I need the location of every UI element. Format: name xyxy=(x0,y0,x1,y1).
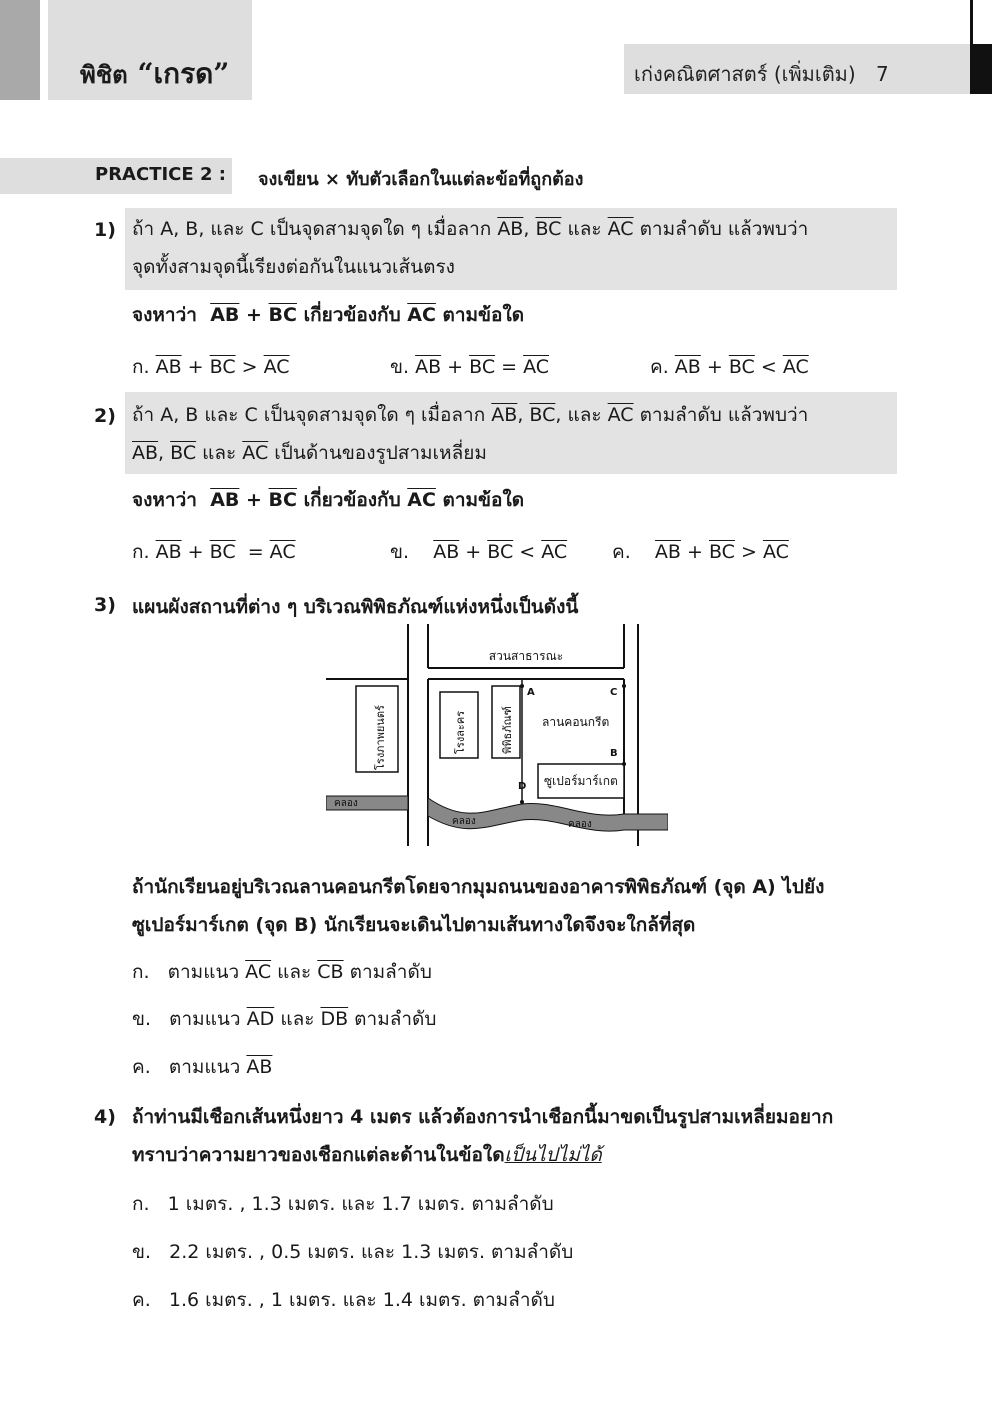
point-b-label: B xyxy=(610,748,618,759)
q3-option-a-s1: $\overline{AC}$ xyxy=(245,961,272,983)
q2-ask-plus: + xyxy=(239,489,269,511)
q2-line1 xyxy=(132,396,897,434)
q2-line2-ab: $\overline{AB}$ xyxy=(132,442,159,464)
q3-option-b-s2: $\overline{DB}$ xyxy=(320,1008,349,1030)
q2-sep2: , และ xyxy=(555,404,608,426)
q2-option-a-ac: $\overline{AC}$ xyxy=(269,541,296,563)
q2-ask-prefix: จงหาว่า xyxy=(132,489,197,511)
q3-option-b-pre: ตามแนว xyxy=(169,1008,247,1030)
q4-option-a[interactable] xyxy=(132,1189,554,1219)
q4-line2-emphasis: เป็นไปไม่ได้ xyxy=(504,1144,602,1166)
q1-ask-prefix: จงหาว่า xyxy=(132,304,197,326)
q1-ask-suffix: ตามข้อใด xyxy=(435,304,525,326)
q1-option-c[interactable] xyxy=(650,352,809,382)
q2-line2-and: และ xyxy=(196,442,243,464)
q1-option-a-label: ก. xyxy=(132,356,150,378)
q2-number: 2) xyxy=(94,405,116,427)
q2-seg-bc: $\overline{BC}$ xyxy=(529,404,556,426)
q1-option-a-bc: $\overline{BC}$ xyxy=(209,356,236,378)
q2-sep1: , xyxy=(517,404,530,426)
q2-option-b-label: ข. xyxy=(390,541,410,563)
q3-body xyxy=(132,868,824,944)
practice-label: PRACTICE 2 : xyxy=(95,164,226,185)
point-a-label: A xyxy=(527,687,535,698)
q1-number: 1) xyxy=(94,219,116,241)
q1-line1 xyxy=(132,210,897,248)
q2-option-b-ab: $\overline{AB}$ xyxy=(433,541,460,563)
canal-label-2: คลอง xyxy=(452,816,476,827)
q3-option-a-pre: ตามแนว xyxy=(167,961,246,983)
q3-option-a-label: ก. xyxy=(132,961,150,983)
q4-option-b-label: ข. xyxy=(132,1241,152,1263)
q2-line2-b: เป็นด้านของรูปสามเหลี่ยม xyxy=(268,442,487,464)
point-d-label: D xyxy=(518,781,527,792)
q2-ask-suffix: ตามข้อใด xyxy=(435,489,525,511)
q3-number: 3) xyxy=(94,594,116,616)
q1-ask-ab: $\overline{AB}$ xyxy=(210,304,240,326)
q2-option-a-label: ก. xyxy=(132,541,150,563)
point-c-dot xyxy=(622,684,626,688)
q3-body-line2: ซูเปอร์มาร์เกต (จุด B) นักเรียนจะเดินไปตามเส้นทางใดจึงจะใกล้ที่สุด xyxy=(132,914,696,936)
plaza-label: ลานคอนกรีต xyxy=(542,715,610,729)
q3-option-c-s1: $\overline{AB}$ xyxy=(246,1056,273,1078)
q1-option-c-bc: $\overline{BC}$ xyxy=(728,356,755,378)
point-b-dot xyxy=(622,762,626,766)
q2-option-c[interactable] xyxy=(612,537,789,567)
q1-sep: , xyxy=(523,218,536,240)
museum-label: พิพิธภัณฑ์ xyxy=(501,706,514,754)
page-number: 7 xyxy=(876,62,889,86)
q4-line1: ถ้าท่านมีเชือกเส้นหนึ่งยาว 4 เมตร แล้วต้องการนำเชือกนี้มาขดเป็นรูปสามเหลี่ยมอยาก xyxy=(132,1106,834,1128)
q1-line1-a: ถ้า A, B, และ C เป็นจุดสามจุดใด ๆ เมื่อลาก xyxy=(132,218,492,240)
q2-option-c-ab: $\overline{AB}$ xyxy=(654,541,681,563)
q2-option-b-op2: < xyxy=(513,541,542,563)
q3-option-c-label: ค. xyxy=(132,1056,151,1078)
q4-option-b[interactable] xyxy=(132,1237,573,1267)
q4-option-b-text: 2.2 เมตร. , 0.5 เมตร. และ 1.3 เมตร. ตามลำดับ xyxy=(169,1241,574,1263)
q2-ask-mid: เกี่ยวข้องกับ xyxy=(296,489,408,511)
q4-option-a-text: 1 เมตร. , 1.3 เมตร. และ 1.7 เมตร. ตามลำดับ xyxy=(167,1193,554,1215)
q3-option-c[interactable] xyxy=(132,1052,272,1082)
q2-line2 xyxy=(132,434,897,472)
header-edge-tab xyxy=(970,44,992,94)
q4-line2-a: ทราบว่าความยาวของเชือกแต่ละด้านในข้อใด xyxy=(132,1144,505,1166)
q1-option-c-ab: $\overline{AB}$ xyxy=(674,356,701,378)
q1-option-c-label: ค. xyxy=(650,356,669,378)
park-label: สวนสาธารณะ xyxy=(488,649,564,663)
supermarket-label: ซูเปอร์มาร์เกต xyxy=(544,774,618,788)
q1-option-a-op2: > xyxy=(235,356,264,378)
q2-option-a-ab: $\overline{AB}$ xyxy=(155,541,182,563)
q2-option-a-bc: $\overline{BC}$ xyxy=(209,541,236,563)
q4-text xyxy=(132,1098,833,1174)
q2-ask-bc: $\overline{BC}$ xyxy=(268,489,297,511)
cinema-label: โรงภาพยนตร์ xyxy=(374,705,387,770)
q1-option-b[interactable] xyxy=(390,352,549,382)
q2-option-c-op2: > xyxy=(734,541,763,563)
q1-ask xyxy=(132,296,524,334)
q1-seg-ab: $\overline{AB}$ xyxy=(497,218,524,240)
q4-option-c[interactable] xyxy=(132,1285,555,1315)
q2-line2-sep: , xyxy=(158,442,171,464)
q4-number: 4) xyxy=(94,1106,116,1128)
q1-option-b-op2: = xyxy=(495,356,524,378)
brand-prefix: พิชิต xyxy=(80,60,128,89)
q1-option-a[interactable] xyxy=(132,352,290,382)
brand-title xyxy=(80,52,229,96)
q2-option-c-op1: + xyxy=(680,541,709,563)
q1-option-b-op1: + xyxy=(441,356,470,378)
point-d-dot xyxy=(520,800,524,804)
q1-ask-ac: $\overline{AC}$ xyxy=(407,304,436,326)
q1-ask-mid: เกี่ยวข้องกับ xyxy=(296,304,408,326)
q4-option-a-label: ก. xyxy=(132,1193,150,1215)
q1-option-c-op1: + xyxy=(700,356,729,378)
q3-option-b-post: ตามลำดับ xyxy=(348,1008,437,1030)
practice-instruction: จงเขียน × ทับตัวเลือกในแต่ละข้อที่ถูกต้อง xyxy=(258,169,584,190)
q2-option-a[interactable] xyxy=(132,537,296,567)
book-title xyxy=(634,58,889,90)
q1-line2: จุดทั้งสามจุดนี้เรียงต่อกันในแนวเส้นตรง xyxy=(132,256,455,278)
q3-option-b-s1: $\overline{AD}$ xyxy=(246,1008,275,1030)
q2-option-a-op1: + xyxy=(181,541,210,563)
q3-option-b[interactable] xyxy=(132,1004,436,1034)
q3-body-line1: ถ้านักเรียนอยู่บริเวณลานคอนกรีตโดยจากมุมถนนของอาคารพิพิธภัณฑ์ (จุด A) ไปยัง xyxy=(132,876,825,898)
q2-option-c-bc: $\overline{BC}$ xyxy=(708,541,735,563)
q2-line1-b: ตามลำดับ แล้วพบว่า xyxy=(633,404,809,426)
q4-option-c-label: ค. xyxy=(132,1289,151,1311)
q1-option-a-ab: $\overline{AB}$ xyxy=(155,356,182,378)
q2-seg-ac: $\overline{AC}$ xyxy=(607,404,634,426)
q3-option-a-s2: $\overline{CB}$ xyxy=(317,961,344,983)
q2-option-b[interactable] xyxy=(390,537,567,567)
q3-option-b-label: ข. xyxy=(132,1008,152,1030)
q3-option-a-mid: และ xyxy=(271,961,318,983)
q2-seg-ab: $\overline{AB}$ xyxy=(491,404,518,426)
q4-option-c-text: 1.6 เมตร. , 1 เมตร. และ 1.4 เมตร. ตามลำดับ xyxy=(168,1289,555,1311)
brand-quoted: “เกรด” xyxy=(137,57,230,90)
q2-line1-a: ถ้า A, B และ C เป็นจุดสามจุดใด ๆ เมื่อลาก xyxy=(132,404,486,426)
canal-label-1: คลอง xyxy=(334,798,358,809)
q3-option-a[interactable] xyxy=(132,957,432,987)
q1-option-a-ac: $\overline{AC}$ xyxy=(263,356,290,378)
q2-option-b-ac: $\overline{AC}$ xyxy=(541,541,568,563)
q1-option-b-ab: $\overline{AB}$ xyxy=(415,356,442,378)
q1-text xyxy=(132,210,897,286)
q2-ask-ac: $\overline{AC}$ xyxy=(407,489,436,511)
museum-map xyxy=(326,624,668,846)
q2-ask xyxy=(132,481,524,519)
q1-option-b-ac: $\overline{AC}$ xyxy=(523,356,550,378)
q1-seg-ac: $\overline{AC}$ xyxy=(607,218,634,240)
q1-line1-b: ตามลำดับ แล้วพบว่า xyxy=(633,218,809,240)
q1-and: และ xyxy=(561,218,608,240)
book-title-text: เก่งคณิตศาสตร์ (เพิ่มเติม) xyxy=(634,62,856,86)
q1-option-c-ac: $\overline{AC}$ xyxy=(782,356,809,378)
q1-ask-bc: $\overline{BC}$ xyxy=(268,304,297,326)
q4-line2 xyxy=(132,1136,833,1174)
q1-ask-plus: + xyxy=(239,304,269,326)
q3-option-c-pre: ตามแนว xyxy=(168,1056,247,1078)
q2-option-c-ac: $\overline{AC}$ xyxy=(762,541,789,563)
q1-option-b-label: ข. xyxy=(390,356,410,378)
q2-option-c-label: ค. xyxy=(612,541,631,563)
q1-option-c-op2: < xyxy=(754,356,783,378)
q3-option-a-post: ตามลำดับ xyxy=(343,961,432,983)
header-side-block xyxy=(0,0,40,100)
q2-option-a-op2: = xyxy=(235,541,270,563)
q2-line2-ac: $\overline{AC}$ xyxy=(242,442,269,464)
q2-line2-bc: $\overline{BC}$ xyxy=(170,442,197,464)
q2-option-b-bc: $\overline{BC}$ xyxy=(487,541,514,563)
q2-text xyxy=(132,396,897,472)
header-edge-line xyxy=(970,0,973,44)
point-a-dot xyxy=(520,684,524,688)
q1-seg-bc: $\overline{BC}$ xyxy=(535,218,562,240)
q1-option-b-bc: $\overline{BC}$ xyxy=(469,356,496,378)
q3-option-b-mid: และ xyxy=(274,1008,321,1030)
canal-label-3: คลอง xyxy=(568,819,592,830)
point-c-label: C xyxy=(610,687,618,698)
theater-label: โรงละคร xyxy=(454,710,467,754)
q3-title: แผนผังสถานที่ต่าง ๆ บริเวณพิพิธภัณฑ์แห่งหนึ่งเป็นดังนี้ xyxy=(132,596,579,618)
q2-option-b-op1: + xyxy=(459,541,488,563)
q1-option-a-op1: + xyxy=(181,356,210,378)
q2-ask-ab: $\overline{AB}$ xyxy=(210,489,240,511)
